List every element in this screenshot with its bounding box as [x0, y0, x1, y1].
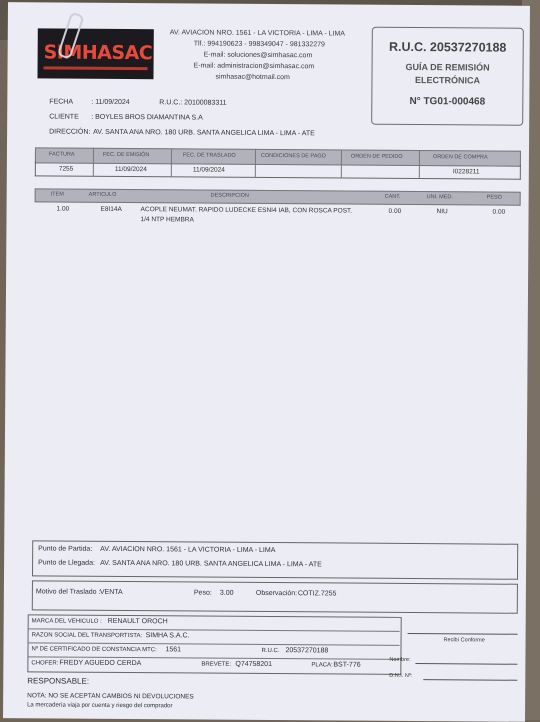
llegada-value: AV. SANTA ANA NRO. 180 URB. SANTA ANGELICA LIMA - LIMA - ATE [100, 559, 322, 569]
item-cant: 0.00 [388, 207, 402, 215]
motivo-label: Motivo del Traslado : [35, 588, 101, 596]
certificado-value: 1561 [165, 646, 182, 654]
company-address: AV. AVIACION NRO. 1561 - LA VICTORIA - LIMA - LIMA [169, 29, 346, 38]
doc-title-line-1: GUÍA DE REMISIÓN [405, 61, 490, 73]
col-peso: PESO [486, 194, 502, 201]
company-phones: Tlf.: 994190623 - 998349047 - 981332279 [193, 40, 325, 49]
item-description-line-2: 1/4 NTP HEMBRA [140, 216, 194, 224]
partida-value: AV. AVIACION NRO. 1561 - LA VICTORIA - LIMA - LIMA [100, 545, 276, 555]
nota-line-1: NOTA: NO SE ACEPTAN CAMBIOS NI DEVOLUCIONES [27, 692, 194, 701]
observacion-value: COTIZ.7255 [297, 590, 337, 598]
marca-label: MARCA DEL VEHICULO : [31, 618, 102, 625]
col-item: ITEM [50, 191, 64, 198]
nombre-label: Nombre: [389, 656, 411, 664]
dni-line [423, 679, 517, 681]
llegada-label: Punto de Llegada: [38, 559, 95, 567]
peso-value: 3.00 [219, 589, 234, 597]
nota-line-2: La mercadería viaja por cuenta y riesgo del comprador [27, 702, 173, 710]
placa-label: PLACA: [311, 662, 333, 669]
marca-value: RENAULT OROCH [107, 617, 168, 626]
col-orden-pedido: ORDEN DE PEDIDO [350, 153, 403, 160]
item-description-line-1: ACOPLE NEUMAT. RAPIDO LUDECKE ESNI4 IAB, CON ROSCA POST. [140, 206, 353, 215]
fecha-label: FECHA [49, 98, 74, 106]
transportista-ruc-value: 20537270188 [285, 647, 329, 655]
signature-line [408, 633, 518, 635]
col-fec-traslado: FEC. DE TRASLADO [182, 152, 236, 159]
razon-social-label: RAZON SOCIAL DEL TRANSPORTISTA: [31, 632, 143, 640]
logo-text: SIMHASAC [43, 41, 153, 65]
doc-title-line-2: ELECTRÓNICA [414, 75, 481, 86]
ruc-box [371, 27, 524, 126]
company-logo [37, 28, 153, 79]
company-email-2: E-mail: administracion@simhasac.com [193, 62, 315, 71]
item-um: NIU [436, 208, 448, 216]
column-divider [93, 148, 94, 177]
brevete-value: Q74758201 [235, 660, 273, 669]
client-ruc: R.U.C.: 20100083311 [159, 99, 227, 107]
cliente-value: : BOYLES BROS DIAMANTINA S.A [91, 113, 203, 122]
partida-label: Punto de Partida: [38, 545, 93, 553]
recibi-conforme-label: Recibí Conforme [443, 637, 485, 644]
col-factura: FACTURA [48, 151, 75, 158]
col-uni-med: UNI. MED. [426, 194, 453, 201]
column-divider [419, 150, 420, 179]
col-descripcion: DESCRIPCION [210, 192, 249, 199]
cell-fec-emision: 11/09/2024 [114, 165, 147, 174]
item-articulo: E8I14A [100, 205, 122, 213]
company-email-1: E-mail: soluciones@simhasac.com [203, 51, 313, 60]
ruc-number: R.U.C. 20537270188 [388, 39, 507, 55]
certificado-label: Nº DE CERTIFICADO DE CONSTANCIA MTC: [31, 646, 157, 654]
cliente-label: CLIENTE [49, 113, 79, 121]
cell-orden-compra: I0228211 [452, 168, 480, 176]
logo-underline [44, 66, 148, 70]
company-email-3: simhasac@hotmail.com [215, 73, 290, 82]
direccion-value: AV. SANTA ANA NRO. 180 URB. SANTA ANGELICA LIMA - LIMA - ATE [93, 128, 315, 138]
placa-value: BST-776 [333, 661, 361, 669]
direccion-label: DIRECCIÓN: [49, 128, 91, 136]
col-condiciones-pago: CONDICIONES DE PAGO [260, 152, 326, 160]
chofer-value: FREDY AGUEDO CERDA [59, 659, 142, 668]
nombre-line [415, 663, 517, 665]
col-orden-compra: ORDEN DE COMPRA [432, 154, 488, 161]
item-number: 1.00 [56, 205, 70, 213]
col-fec-emision: FEC. DE EMISIÓN [102, 151, 150, 159]
peso-label: Peso: [193, 589, 212, 597]
column-divider [341, 150, 342, 179]
cell-fec-traslado: 11/09/2024 [192, 166, 225, 174]
dni-label: D.N.I. Nº: [389, 672, 413, 680]
fecha-value: : 11/09/2024 [91, 98, 130, 107]
brevete-label: BREVETE: [201, 661, 232, 668]
doc-number: N° TG01-000468 [409, 95, 486, 108]
chofer-label: CHOFER: [31, 660, 59, 667]
column-divider [255, 149, 256, 178]
column-divider [171, 148, 172, 177]
doc-table-row [35, 161, 521, 179]
responsable-label: RESPONSABLE: [27, 676, 90, 686]
cell-factura: 7255 [58, 165, 74, 173]
col-cant: CANT. [384, 193, 401, 200]
col-articulo: ARTICULO [88, 191, 117, 198]
motivo-value: VENTA [99, 588, 123, 596]
transportista-ruc-label: R.U.C. [261, 647, 280, 655]
razon-social-value: SIMHA S.A.C. [145, 632, 190, 640]
observacion-label: Observación: [255, 589, 298, 598]
item-peso: 0.00 [492, 208, 506, 216]
remission-guide-document [3, 2, 530, 722]
